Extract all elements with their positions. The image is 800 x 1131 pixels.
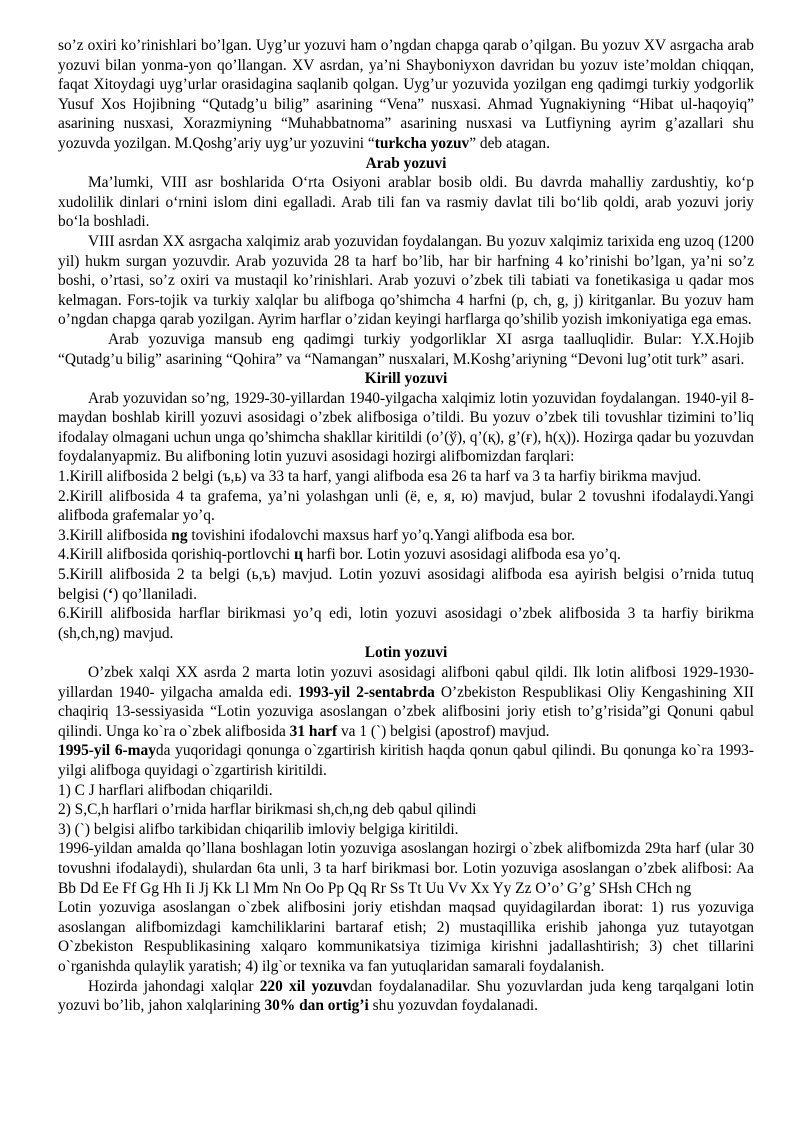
uyghur-paragraph: so’z oxiri ko’rinishlari bo’lgan. Uyg’ur yozuvi ham o’ngdan chapga qarab o’qilgan. Bu yozuv XV asrgacha arab yozuvi bilan yonma-yon qo’llangan. XV asrdan, ya’ni Shayboniyxon davridan bu yozuv iste’moldan chiqqan, faqat Xitoydagi uyg’urlar orasidagina saqlanib qolgan. Uyg’ur yozuvida yozilgan eng qadimgi turkiy yodgorlik Yusuf Xos Hojibning “Qutadg’u bilig” asarining “Vena” nusxasi. Ahmad Yugnakiyning “Hibat ul-haqoyiq” asarining nusxasi, Xorazmiyning “Muhabbatnoma” asarining nusxasi va Lutfiyning ayrim g’azallari shu yozuvda yozilgan. M.Qoshg’ariy uyg’ur yozuvini “turkcha yozuv” deb atagan. bbox=[58, 37, 754, 152]
arab-paragraph-3: Arab yozuviga mansub eng qadimgi turkiy yodgorliklar XI asrga taalluqlidir. Bular: Y.X.Hojib “Qutadg’u bilig” asarining “Qohira” va “Namangan” nusxalari, M.Koshg’ariyning “Devoni lug’otit turk” asari. bbox=[58, 330, 754, 368]
kirill-list-item-4: 4.Kirill alifbosida qorishiq-portlovchi ц harfi bor. Lotin yozuvi asosidagi alifboda esa yo’q. bbox=[58, 546, 621, 564]
kirill-list-item-5: 5.Kirill alifbosida 2 ta belgi (ь,ъ) mavjud. Lotin yozuvi asosidagi alifboda esa ayirish belgisi o’rnida tutuq belgisi (‘) qo’llaniladi. bbox=[58, 566, 754, 603]
arab-paragraph-1: Ma’lumki, VIII asr boshlarida O‘rta Osiyoni arablar bosib oldi. Bu davrda mahalliy zardushtiy, ko‘p xudolilik dinlari o‘rnini islom dini egalladi. Arab tili fan va rasmiy davlat tili bo‘lib qoldi, arab yozuvi joriy bo‘la boshladi. bbox=[58, 174, 754, 231]
lotin-paragraph-2: 1995-yil 6-mayda yuqoridagi qonunga o`zgartirish kiritish haqda qonun qabul qilindi. Bu qonunga ko`ra 1993-yilgi alifboga quyidagi o`zgartirish kiritildi. bbox=[58, 742, 754, 779]
document-page bbox=[58, 36, 754, 1016]
section-heading-lotin: Lotin yozuvi bbox=[364, 644, 448, 662]
kirill-list-item-2: 2.Kirill alifbosida 4 ta grafema, ya’ni yolashgan unli (ё, е, я, ю) mavjud, bular 2 tovushni ifodalaydi.Yangi alifboda grafemalar yo’q. bbox=[58, 487, 754, 525]
lotin-list-item-3: 3) (`) belgisi alifbo tarkibidan chiqarilib imloviy belgiga kiritildi. bbox=[58, 820, 459, 838]
bold-term: turkcha yozuv bbox=[374, 134, 470, 152]
section-heading-arab: Arab yozuvi bbox=[365, 154, 447, 172]
lotin-list-item-2: 2) S,C,h harflari o’rnida harflar birikmasi sh,ch,ng deb qabul qilindi bbox=[58, 801, 477, 819]
lotin-paragraph-1: O’zbek xalqi XX asrda 2 marta lotin yozuvi asosidagi alifboni qabul qildi. Ilk lotin alifbosi 1929-1930-yillardan 1940- yilgacha amalda edi. 1993-yil 2-sentabrda O’zbekiston Respublikasi Oliy Kengashining XII chaqiriq 13-sessiyasida “Lotin yozuviga asoslangan o’zbek alifbosini joriy etish to’g’risida”gi Qonuni qabul qilindi. Unga ko`ra o`zbek alifbosida 31 harf va 1 (`) belgisi (apostrof) mavjud. bbox=[58, 664, 754, 740]
kirill-list-item-3: 3.Kirill alifbosida ng tovishini ifodalovchi maxsus harf yo’q.Yangi alifboda esa bor. bbox=[58, 526, 575, 544]
section-heading-kirill: Kirill yozuvi bbox=[364, 370, 448, 388]
kirill-list-item-6: 6.Kirill alifbosida harflar birikmasi yo’q edi, lotin yozuvi asosidagi o’zbek alifbosida 3 ta harfiy birikma (sh,ch,ng) mavjud. bbox=[58, 605, 754, 642]
kirill-list-item-1: 1.Kirill alifbosida 2 belgi (ъ,ь) va 33 ta harf, yangi alifboda esa 26 ta harf va 3 ta harfiy birikma mavjud. bbox=[58, 468, 702, 486]
lotin-list-item-1: 1) C J harflari alifbodan chiqarildi. bbox=[58, 781, 273, 799]
lotin-paragraph-4: Lotin yozuviga asoslangan o`zbek alifbosini joriy etishdan maqsad quyidagilardan iborat: 1) rus yozuviga asoslangan alifbomizdagi kamchiliklarini bartaraf etish; 2) mustaqillika erishib jahonga yuz tutayotgan O`zbekiston Respublikasining xalqaro kommunikatsiya tizimiga kirishni jadallashtirish; 3) chet tillarini o`rganishda qulaylik yaratish; 4) ilg`or texnika va fan yutuqlaridan samarali foydalanish. bbox=[58, 899, 754, 975]
lotin-paragraph-3: 1996-yildan amalda qo’llana boshlagan lotin yozuviga asoslangan hozirgi o`zbek alifbomizda 29ta harf (ular 30 tovushni ifodalaydi), shulardan 6ta unli, 3 ta harf birikmasi bor. Lotin yozuviga asoslangan o’zbek alifbosi: Aa Bb Dd Ee Ff Gg Hh Ii Jj Kk Ll Mm Nn Oo Pp Qq Rr Ss Tt Uu Vv Xx Yy Zz O’o’ G’g’ SHsh CHch ng bbox=[58, 840, 754, 897]
arab-paragraph-2: VIII asrdan XX asrgacha xalqimiz arab yozuvidan foydalangan. Bu yozuv xalqimiz tarixida eng uzoq (1200 yil) hukm surgan yozuvdir. Arab yozuvida 28 ta harf bo’lib, har bir harfning 4 ko’rinishi bo’lgan, ya’ni so’z boshi, o’rtasi, so’z oxiri va mustaqil ko’rinishlari. Arab yozuvi o’zbek tili tabiati va fonetikasiga u qadar mos kelmagan. Fors-tojik va turkiy xalqlar bu alifboga qo’shimcha 4 harfni (p, ch, g, j) kiritganlar. Bu yozuv ham o’ngdan chapga qarab yozilgan. Ayrim harflar o’zidan keyingi harflarga qo’shilib yozish imkoniyatiga ega emas. bbox=[58, 232, 754, 329]
kirill-paragraph-1: Arab yozuvidan so’ng, 1929-30-yillardan 1940-yilgacha xalqimiz lotin yozuvidan foydalangan. 1940-yil 8-maydan boshlab kirill yozuvi asosidagi o’zbek alifbosiga o’tildi. Bu yozuv o’zbek tili tovushlar tizimini to’liq ifodalay olmagani uchun unga qo’shimcha shakllar kiritildi (o’(ў), q’(қ), g’(ғ), h(ҳ)). Hozirga qadar bu yozuvdan foydalanyapmiz. Bu alifboning lotin yuzuvi asosidagi hozirgi alifbomizdan farqlari: bbox=[58, 389, 754, 466]
lotin-paragraph-5: Hozirda jahondagi xalqlar 220 xil yozuvdan foydalanadilar. Shu yozuvlardan juda keng tarqalgani lotin yozuvi bo’lib, jahon xalqlarining 30% dan ortig’i shu yozuvdan foydalanadi. bbox=[58, 977, 754, 1015]
